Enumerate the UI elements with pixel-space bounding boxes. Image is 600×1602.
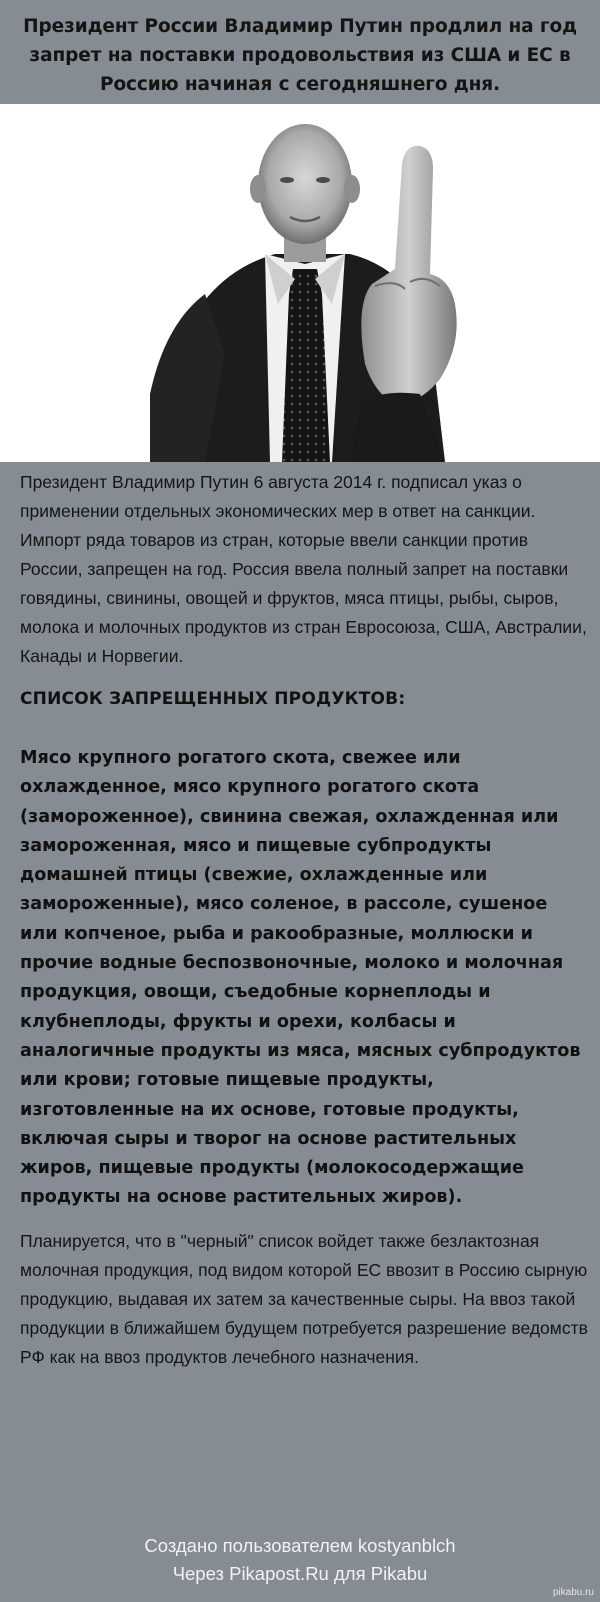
page-title: Президент России Владимир Путин продлил на год запрет на поставки продовольствия из США и ЕС в Россию начиная с сегодняшнего дня. [23,16,577,95]
intro-paragraph: Президент Владимир Путин 6 августа 2014 г. подписал указ о применении отдельных экономических мер в ответ на санкции. Импорт ряда товаров из стран, которые ввели санкции против России, запрещен на год. Россия ввела полный запрет на поставки говядины, свинины, овощей и фруктов, мяса птицы, рыбы, сыров, молока и молочных продуктов из стран Евросоюза, США, Австралии, Канады и Норвегии. [20,472,587,666]
footer-credits [0,1532,600,1588]
header-banner [0,0,600,104]
article [20,468,590,1372]
banned-products-list: Мясо крупного рогатого скота, свежее или охлажденное, мясо крупного рогатого скота (замороженное), свинина свежая, охлажденная или замороженная, мясо и пищевые субпродукты домашней птицы (свежие, охлажденные или замороженные), мясо соленое, в рассоле, сушеное или копченое, рыба и ракообразные, моллюски и прочие водные беспозвоночные, молоко и молочная продукция, овощи, съедобные корнеплоды и клубнеплоды, фрукты и орехи, колбасы и аналогичные продукты из мяса, мясных субпродуктов или крови; готовые пищевые продукты, изготовленные на их основе, готовые продукты, включая сыры и творог на основе растительных жиров, пищевые продукты (молокосодержащие продукты на основе растительных жиров). [20,748,581,1208]
list-heading: СПИСОК ЗАПРЕЩЕННЫХ ПРОДУКТОВ: [20,689,406,709]
plans-paragraph: Планируется, что в "черный" список войдет также безлактозная молочная продукция, под видом которой ЕС ввозит в Россию сырную продукцию, выдавая их затем за качественные сыры. На ввоз такой продукции в ближайшем будущем потребуется разрешение ведомств РФ как на ввоз продуктов лечебного назначения. [20,1230,588,1367]
site-watermark: pikabu.ru [552,1587,594,1598]
portrait-photo [0,104,600,462]
portrait-illustration [0,104,600,462]
head-shape [258,124,352,244]
source-credit: Через Pikapost.Ru для Pikabu [172,1563,428,1584]
author-credit: Создано пользователем kostyanblch [144,1535,456,1556]
